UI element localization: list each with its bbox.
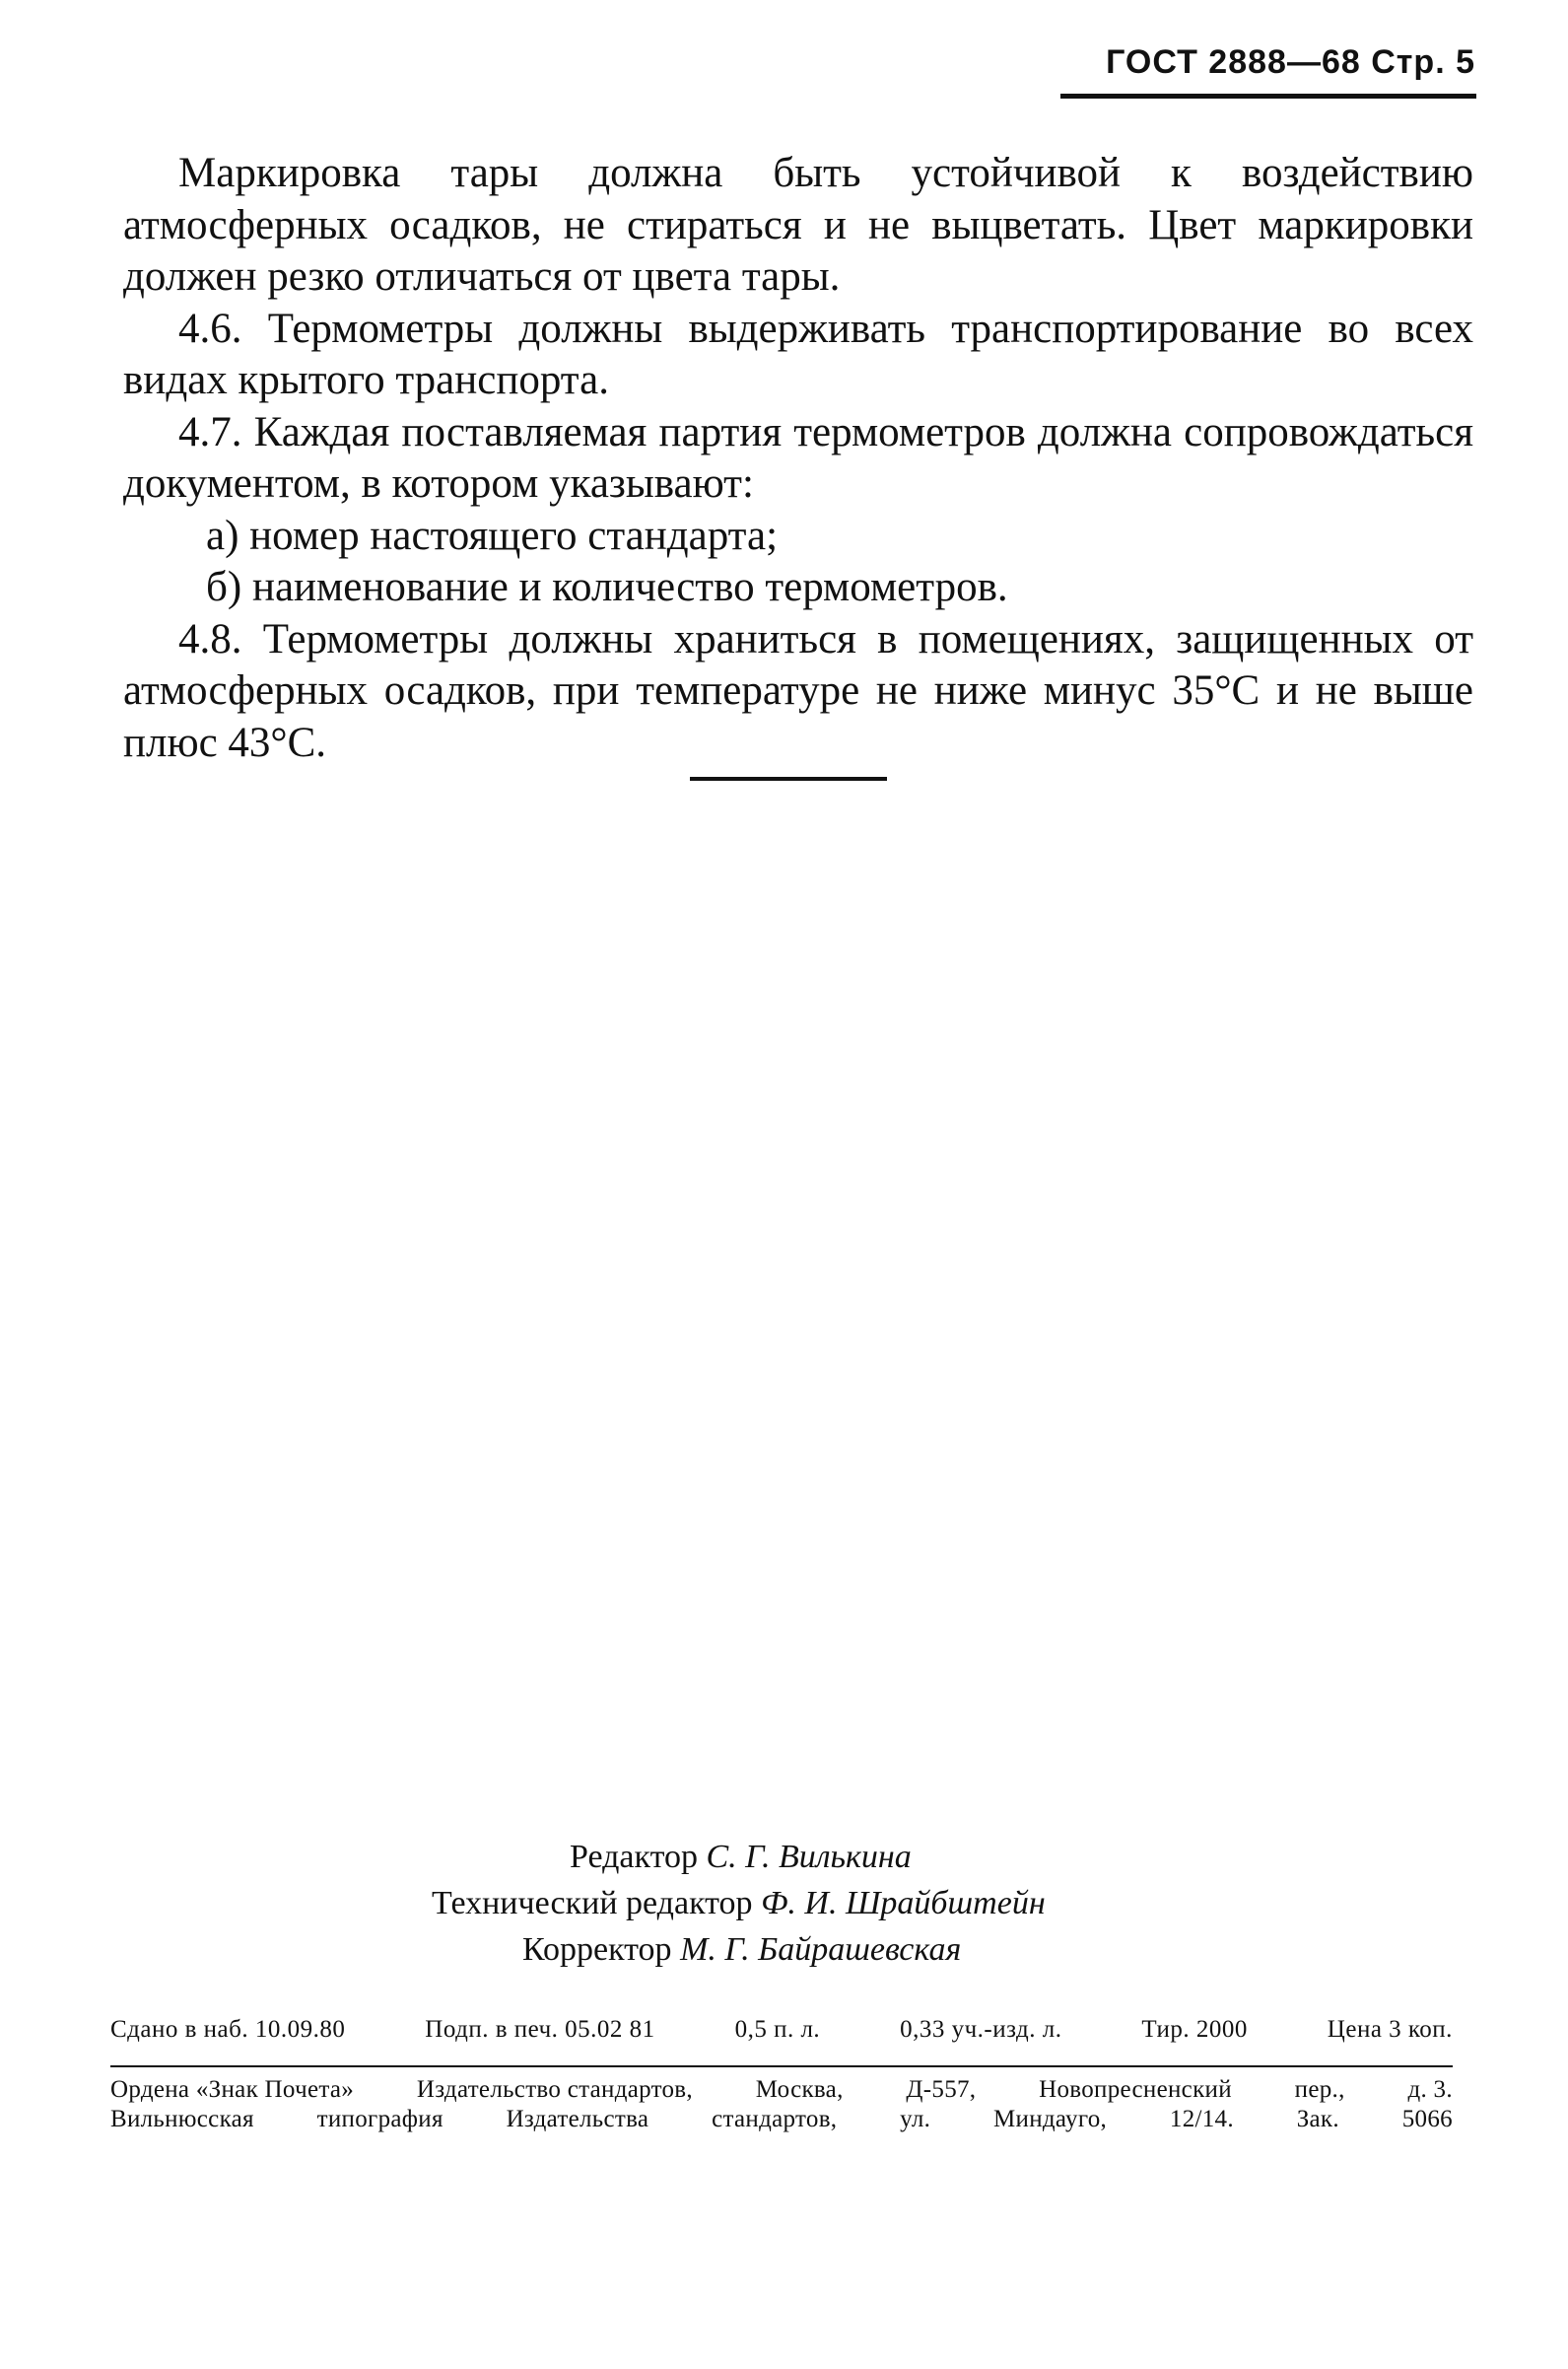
section-divider <box>690 777 887 781</box>
publisher-word: Д-557, <box>906 2076 977 2103</box>
printer-word: Миндауго, <box>992 2106 1108 2132</box>
standard-number: ГОСТ 2888—68 <box>1106 43 1361 81</box>
publisher-word: Ордена «Знак Почета» <box>110 2076 355 2103</box>
credit-proofreader <box>522 1926 961 1973</box>
imprint-signed: Подп. в печ. 05.02 81 <box>425 2016 655 2043</box>
printer-word: типография <box>316 2106 443 2132</box>
page-header <box>1106 43 1475 82</box>
page-number: Стр. 5 <box>1371 43 1475 81</box>
tech-editor-name: Ф. И. Шрайбштейн <box>761 1885 1046 1921</box>
printer-word: стандартов, <box>712 2106 838 2132</box>
printer-word: Издательства <box>506 2106 649 2132</box>
paragraph-marking: Маркировка тары должна быть устойчивой к воздействию атмосферных осадков, не стираться и не выцветать. Цвет маркировки должен резко отличаться от цвета тары. <box>123 150 1473 300</box>
imprint-sheets: 0,5 п. л. <box>734 2016 821 2043</box>
credit-editor <box>570 1834 912 1880</box>
printer-word: Вильнюсская <box>110 2106 254 2132</box>
publisher-word: д. 3. <box>1407 2076 1453 2103</box>
proofreader-name: М. Г. Байрашевская <box>680 1931 962 1968</box>
publisher-line-1 <box>110 2075 1453 2105</box>
publisher-word: Москва, <box>755 2076 844 2103</box>
imprint-run: Тир. 2000 <box>1141 2016 1248 2043</box>
printer-word: 5066 <box>1401 2106 1453 2132</box>
publisher-info <box>110 2075 1453 2134</box>
editor-name: С. Г. Вилькина <box>706 1839 912 1875</box>
publisher-word: пер., <box>1294 2076 1345 2103</box>
publisher-word: Новопресненский <box>1039 2076 1232 2103</box>
proofreader-role: Корректор <box>522 1931 672 1968</box>
imprint-submitted: Сдано в наб. 10.09.80 <box>110 2016 346 2043</box>
tech-editor-role: Технический редактор <box>432 1885 753 1921</box>
credit-tech-editor <box>432 1880 1046 1926</box>
header-rule <box>1060 94 1476 99</box>
publisher-line-2 <box>110 2105 1453 2134</box>
publisher-word: Издательство стандартов, <box>416 2076 693 2103</box>
list-item-b: б) наименование и количество термометров. <box>206 564 1008 610</box>
printer-word: ул. <box>900 2106 931 2132</box>
editor-role: Редактор <box>570 1839 698 1875</box>
imprint <box>110 2016 1453 2044</box>
imprint-rule <box>110 2065 1453 2067</box>
imprint-row <box>110 2016 1453 2044</box>
list-item-a: а) номер настоящего стандарта; <box>206 512 779 559</box>
paragraph-4-6: 4.6. Термометры должны выдерживать транспортирование во всех видах крытого транспорта. <box>123 305 1473 403</box>
body-text <box>123 148 1473 769</box>
printer-word: 12/14. <box>1169 2106 1234 2132</box>
printer-word: Зак. <box>1296 2106 1339 2132</box>
imprint-pub-sheets: 0,33 уч.-изд. л. <box>900 2016 1062 2043</box>
paragraph-4-7: 4.7. Каждая поставляемая партия термометров должна сопровождаться документом, в котором указывают: <box>123 408 1473 507</box>
imprint-price: Цена 3 коп. <box>1327 2016 1453 2043</box>
paragraph-4-8: 4.8. Термометры должны храниться в помещениях, защищенных от атмосферных осадков, при температуре не ниже минус 35°С и не выше плюс 43°С. <box>123 615 1473 766</box>
